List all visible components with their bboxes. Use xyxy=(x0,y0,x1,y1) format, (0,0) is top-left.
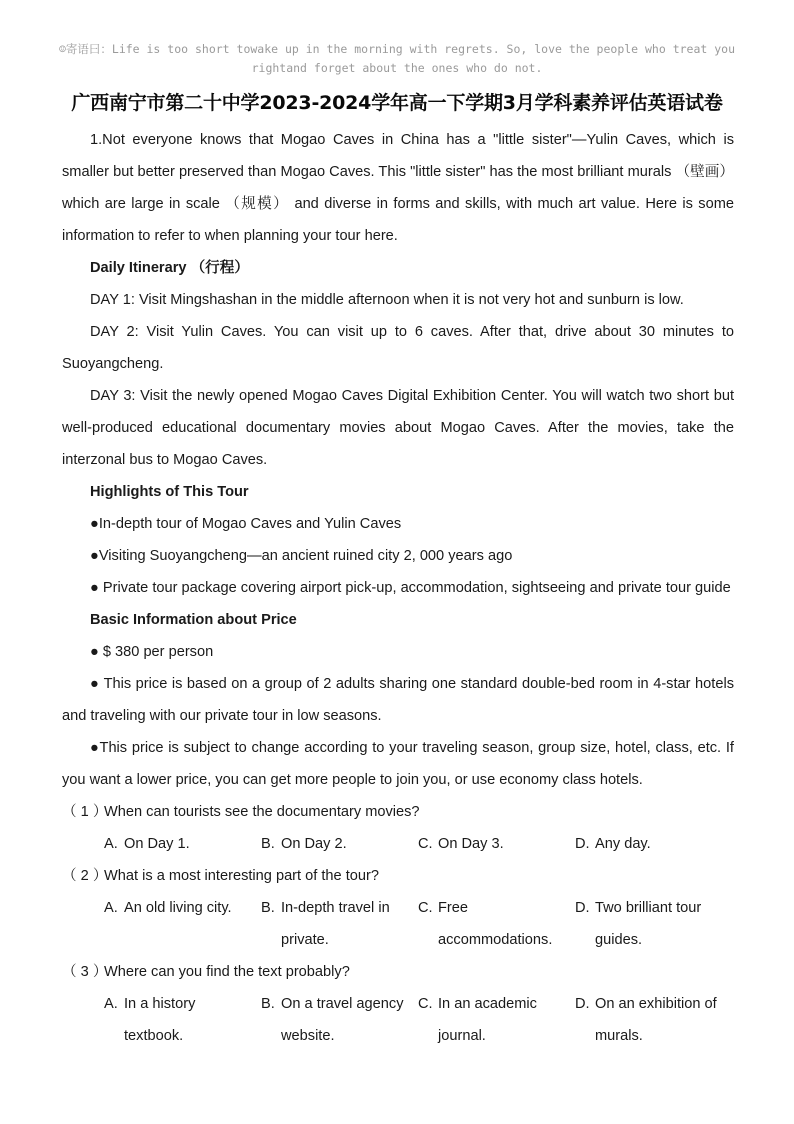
header-quote: ☺寄语曰：Life is too short towake up in the morning with regrets. So, love the people who treat you rightand forget about the ones who do not. xyxy=(58,42,742,75)
option-text: On Day 3. xyxy=(438,836,504,852)
highlights-heading: Highlights of This Tour xyxy=(90,484,249,500)
option-letter: A. xyxy=(104,836,118,852)
option-text: On Day 2. xyxy=(281,836,347,852)
option-text: In a history textbook. xyxy=(124,996,196,1044)
question-1 xyxy=(62,796,734,828)
option-b[interactable] xyxy=(261,988,418,1052)
question-3-options xyxy=(62,988,734,1052)
highlight-item: ● Private tour package covering airport pick-up, accommodation, sightseeing and private tour guide xyxy=(90,580,731,596)
option-text: In an academic journal. xyxy=(438,996,537,1044)
question-text: When can tourists see the documentary movies? xyxy=(104,804,420,820)
itinerary-day-1: DAY 1: Visit Mingshashan in the middle afternoon when it is not very hot and sunburn is low. xyxy=(90,292,684,308)
option-d[interactable] xyxy=(575,988,732,1052)
option-b[interactable] xyxy=(261,892,418,956)
option-text: An old living city. xyxy=(124,900,232,916)
option-letter: C. xyxy=(418,836,433,852)
question-number: （ 3 ） xyxy=(62,964,108,980)
option-letter: C. xyxy=(418,900,433,916)
option-c[interactable] xyxy=(418,988,575,1052)
option-text: On Day 1. xyxy=(124,836,190,852)
option-text: On an exhibition of murals. xyxy=(595,996,717,1044)
option-b[interactable] xyxy=(261,828,418,860)
option-text: On a travel agency website. xyxy=(281,996,404,1044)
question-1-options xyxy=(62,828,734,860)
price-item: ● This price is based on a group of 2 adults sharing one standard double-bed room in 4-star hotels and traveling with our private tour in low seasons. xyxy=(62,676,734,724)
highlight-item: ●In-depth tour of Mogao Caves and Yulin Caves xyxy=(90,516,402,532)
option-text: Two brilliant tour guides. xyxy=(595,900,702,948)
question-2-options xyxy=(62,892,734,956)
itinerary-heading: Daily Itinerary （行程） xyxy=(90,260,249,276)
price-heading: Basic Information about Price xyxy=(90,612,297,628)
option-letter: D. xyxy=(575,836,590,852)
question-text: Where can you find the text probably? xyxy=(104,964,350,980)
page-title: 广西南宁市第二十中学2023-2024学年高一下学期3月学科素养评估英语试卷 xyxy=(71,92,723,114)
itinerary-day-2: DAY 2: Visit Yulin Caves. You can visit up to 6 caves. After that, drive about 30 minutes to Suoyangcheng. xyxy=(62,324,734,372)
option-text: In-depth travel in private. xyxy=(281,900,390,948)
option-a[interactable] xyxy=(104,828,261,860)
question-number: （ 1 ） xyxy=(62,804,108,820)
option-d[interactable] xyxy=(575,828,732,860)
question-number: （ 2 ） xyxy=(62,868,108,884)
price-item: ●This price is subject to change according to your traveling season, group size, hotel, class, etc. If you want a lower price, you can get more people to join you, or use economy class hotels. xyxy=(62,740,734,788)
option-letter: B. xyxy=(261,836,275,852)
question-3 xyxy=(62,956,734,988)
option-letter: B. xyxy=(261,900,275,916)
option-c[interactable] xyxy=(418,892,575,956)
itinerary-day-3: DAY 3: Visit the newly opened Mogao Caves Digital Exhibition Center. You will watch two short but well-produced educational documentary movies about Mogao Caves. After the movies, take the interzonal bus to Mogao Caves. xyxy=(62,388,734,468)
passage-intro: 1.Not everyone knows that Mogao Caves in China has a "little sister"—Yulin Caves, which is smaller but better preserved than Mogao Caves. This "little sister" has the most brilliant murals （壁画） which are large in scale （规模） and diverse in forms and skills, with much art value. Here is some information to refer to when planning your tour here. xyxy=(62,132,734,244)
option-letter: B. xyxy=(261,996,275,1012)
option-d[interactable] xyxy=(575,892,732,956)
option-c[interactable] xyxy=(418,828,575,860)
option-letter: C. xyxy=(418,996,433,1012)
option-a[interactable] xyxy=(104,988,261,1052)
question-2 xyxy=(62,860,734,892)
option-text: Any day. xyxy=(595,836,651,852)
option-letter: A. xyxy=(104,996,118,1012)
question-text: What is a most interesting part of the tour? xyxy=(104,868,379,884)
option-a[interactable] xyxy=(104,892,261,956)
option-letter: D. xyxy=(575,900,590,916)
highlight-item: ●Visiting Suoyangcheng—an ancient ruined city 2, 000 years ago xyxy=(90,548,513,564)
option-text: Free accommodations. xyxy=(438,900,553,948)
price-item: ● $ 380 per person xyxy=(90,644,214,660)
option-letter: A. xyxy=(104,900,118,916)
passage-body xyxy=(62,124,734,1052)
option-letter: D. xyxy=(575,996,590,1012)
